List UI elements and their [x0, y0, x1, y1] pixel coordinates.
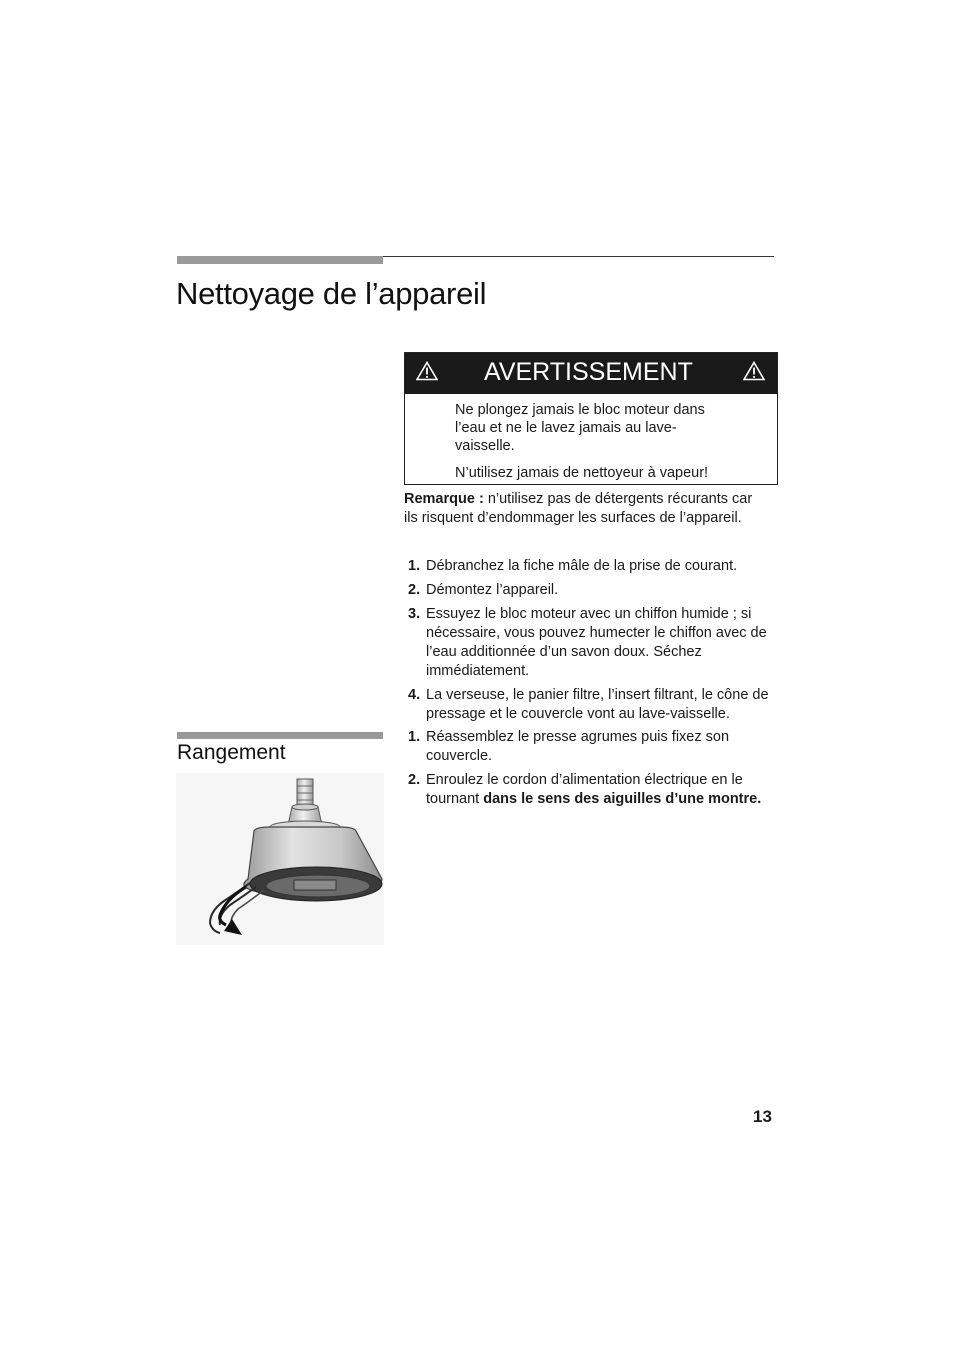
step-number: 1.	[408, 729, 421, 745]
step-number: 2.	[408, 582, 421, 598]
step-text: La verseuse, le panier filtre, l’insert filtrant, le cône de pressage et le couvercle vont au lave-vaisselle.	[426, 687, 769, 722]
page-title: Nettoyage de l’appareil	[176, 276, 487, 311]
step-text: Réassemblez le presse agrumes puis fixez son couvercle.	[426, 729, 730, 764]
title-rule-thick	[177, 256, 383, 264]
list-item	[404, 686, 776, 724]
section-rule	[177, 732, 383, 739]
cleaning-steps-list	[404, 557, 776, 724]
page-number: 13	[753, 1107, 772, 1126]
step-number: 3.	[408, 606, 421, 622]
motor-base-cord-wrap-illustration	[176, 773, 384, 945]
step-number: 4.	[408, 687, 421, 703]
list-item	[404, 581, 776, 600]
step-text-bold: dans le sens des aiguilles d’une montre.	[483, 791, 762, 807]
warning-text-2: N’utilisez jamais de nettoyeur à vapeur!	[455, 465, 709, 481]
step-number: 1.	[408, 558, 421, 574]
list-item	[404, 728, 776, 766]
storage-steps-list	[404, 728, 776, 809]
warning-triangle-icon	[743, 361, 765, 381]
warning-title: AVERTISSEMENT	[484, 358, 693, 386]
list-item	[404, 605, 776, 681]
step-number: 2.	[408, 772, 421, 788]
warning-triangle-icon	[416, 361, 438, 381]
step-text: Enroulez le cordon d’alimentation électrique en le tournant	[426, 772, 743, 807]
step-text: Essuyez le bloc moteur avec un chiffon humide ; si nécessaire, vous pouvez humecter le chiffon avec de l’eau additionnée d’un savon doux. Séchez immédiatement.	[426, 606, 767, 679]
section-title-rangement: Rangement	[177, 741, 286, 764]
note-label: Remarque :	[404, 491, 484, 507]
list-item	[404, 557, 776, 576]
title-rule-thin	[383, 256, 774, 257]
step-text: Démontez l’appareil.	[426, 582, 559, 598]
warning-text-1: Ne plongez jamais le bloc moteur dans l’eau et ne le lavez jamais au lave-vaisselle.	[455, 402, 705, 454]
note-paragraph	[404, 490, 764, 528]
warning-box	[404, 352, 778, 485]
note-text: n’utilisez pas de détergents récurants car ils risquent d’endommager les surfaces de l’appareil.	[404, 491, 753, 526]
warning-header	[405, 353, 777, 394]
step-text: Débranchez la fiche mâle de la prise de courant.	[426, 558, 738, 574]
list-item	[404, 771, 776, 809]
